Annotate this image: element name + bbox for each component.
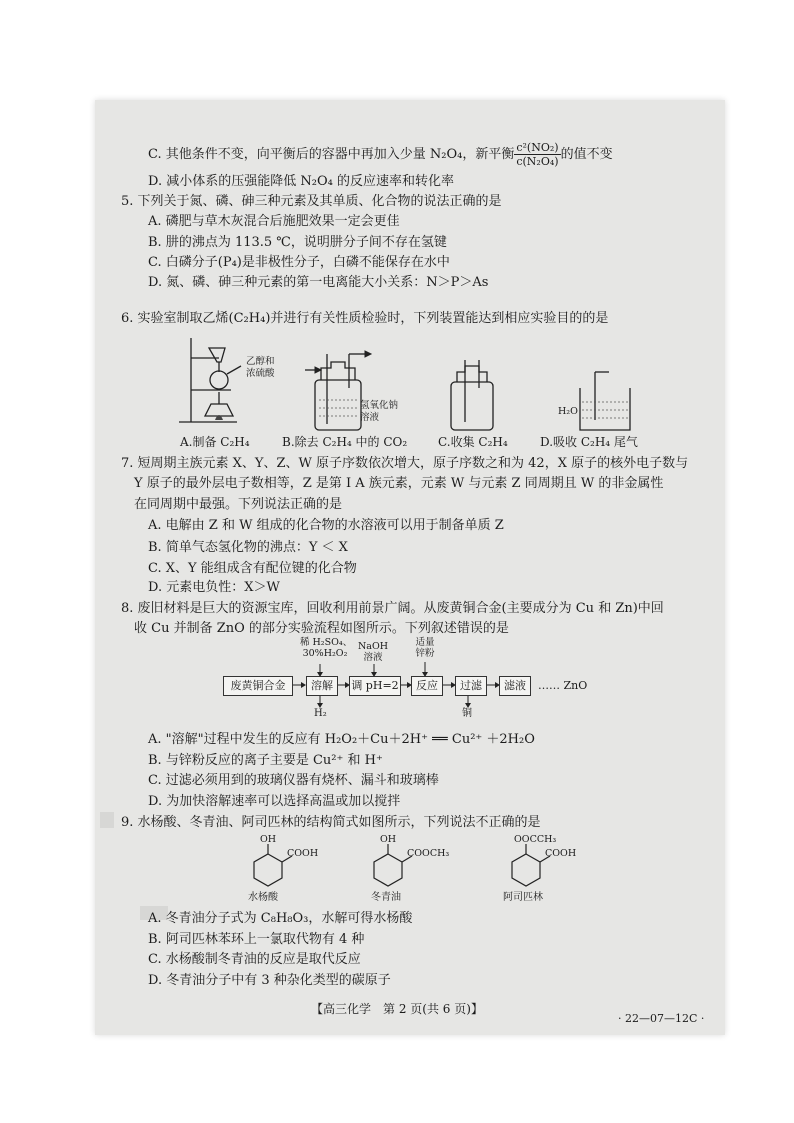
s1-cooh-label: COOH [287,848,319,859]
q8-stem-line1: 8. 废旧材料是巨大的资源宝库，回收利用前景广阔。从废黄铜合金(主要成分为 Cu 和 Zn)中回 [121,601,664,616]
q8-option-a: A. "溶解"过程中发生的反应有 H₂O₂＋Cu＋2H⁺ ══ Cu²⁺ ＋2H₂O [148,732,535,747]
s1-oh-label: OH [260,834,277,845]
reagent-acid: 稀 H₂SO₄、 [300,637,353,648]
q5-option-d: D. 氮、磷、砷三种元素的第一电离能大小关系：N＞P＞As [148,275,489,290]
s2-name: 冬青油 [371,892,401,903]
flow-box-filter: 过滤 [455,676,487,696]
s3-name: 阿司匹林 [503,892,543,903]
q9-option-a: A. 冬青油分子式为 C₈H₈O₃，水解可得水杨酸 [148,911,413,926]
q9-stem: 9. 水杨酸、冬青油、阿司匹林的结构简式如图所示，下列说法不正确的是 [121,815,541,830]
s1-name: 水杨酸 [248,892,278,903]
flow-box-filtrate: 滤液 [499,676,531,696]
q7-option-c: C. X、Y 能组成含有配位键的化合物 [148,561,357,576]
q8-option-b: B. 与锌粉反应的离子主要是 Cu²⁺ 和 H⁺ [148,753,383,768]
q8-option-c: C. 过滤必须用到的玻璃仪器有烧杯、漏斗和玻璃棒 [148,773,439,788]
q4-fraction: $\frac{\text{c²(NO₂)}}{\text{c(N₂O₄)}}$ [516,141,559,168]
s3-ooc-label: OOCCH₃ [514,834,557,845]
reagent-amount: 适量 [415,637,435,648]
flow-box-react: 反应 [411,676,443,696]
q8-option-d: D. 为加快溶解速率可以选择高温或加以搅拌 [148,794,401,809]
flow-box-waste-brass: 废黄铜合金 [223,676,293,696]
q6-caption-b: B.除去 C₂H₄ 中的 CO₂ [282,435,408,449]
q7-stem-line1: 7. 短周期主族元素 X、Y、Z、W 原子序数依次增大，原子序数之和为 42，X 原子的核外电子数与 [121,456,689,471]
label-naoh-solution: 溶液 [360,412,380,423]
reagent-naoh: NaOH [357,641,389,652]
q7-stem-line2: Y 原子的最外层电子数相等，Z 是第 Ⅰ A 族元素，元素 W 与元素 Z 同周期且 W 的非金属性 [134,476,664,491]
q5-option-b: B. 肼的沸点为 113.5 ℃，说明肼分子间不存在氢键 [148,235,447,250]
q7-option-d: D. 元素电负性：X＞W [148,580,280,595]
flow-box-adjust-ph: 调 pH=2 [349,676,401,696]
q9-option-c: C. 水杨酸制冬青油的反应是取代反应 [148,952,361,967]
q6-caption-d: D.吸收 C₂H₄ 尾气 [540,435,638,449]
q5-option-c: C. 白磷分子(P₄)是非极性分子，白磷不能保存在水中 [148,255,450,270]
s2-oh-label: OH [380,834,397,845]
q4-option-d: D. 减小体系的压强能降低 N₂O₄ 的反应速率和转化率 [148,174,454,189]
q4-option-c: C. 其他条件不变，向平衡后的容器中再加入少量 N₂O₄，新平衡 $\frac{\text{c²(NO₂)}}{\text{c(N₂O₄)}}$ 的值不变 [148,141,613,168]
reagent-naoh-solution: 溶液 [363,652,383,663]
q8-stem-line2: 收 Cu 并制备 ZnO 的部分实验流程如图所示。下列叙述错误的是 [134,621,509,636]
exam-code: · 22—07—12C · [618,1012,705,1025]
flow-box-dissolve: 溶解 [306,676,338,696]
q6-caption-a: A.制备 C₂H₄ [180,435,250,449]
label-acid: 浓硫酸 [246,368,275,379]
reagent-peroxide: 30%H₂O₂ [302,648,348,659]
flow-out-copper: 铜 [462,708,472,719]
q5-stem: 5. 下列关于氮、磷、砷三种元素及其单质、化合物的说法正确的是 [121,194,502,209]
flow-out-h2: H₂ [314,708,327,719]
label-water: H₂O [558,406,578,417]
q5-option-a: A. 磷肥与草木灰混合后施肥效果一定会更佳 [148,214,400,229]
scan-smudge [100,812,114,828]
q7-option-a: A. 电解由 Z 和 W 组成的化合物的水溶液可以用于制备单质 Z [148,518,504,533]
q6-apparatus-figure [175,330,665,448]
page-footer: 【高三化学 第 2 页(共 6 页)】 [311,1002,483,1016]
q9-option-b: B. 阿司匹林苯环上一氯取代物有 4 种 [148,932,365,947]
q9-structure-figure [240,832,620,896]
q6-stem: 6. 实验室制取乙烯(C₂H₄)并进行有关性质检验时，下列装置能达到相应实验目的的是 [121,311,609,326]
s2-cooch3-label: COOCH₃ [407,848,450,859]
q9-option-d: D. 冬青油分子中有 3 种杂化类型的碳原子 [148,973,391,988]
label-ethanol: 乙醇和 [246,356,275,367]
q6-caption-c: C.收集 C₂H₄ [438,435,508,449]
s3-cooh-label: COOH [545,848,577,859]
reagent-zinc: 锌粉 [415,648,435,659]
q7-option-b: B. 简单气态氢化物的沸点：Y ＜ X [148,540,348,555]
q7-stem-line3: 在同周期中最强。下列说法正确的是 [134,497,343,512]
label-naoh: 氢氧化钠 [360,400,399,411]
flow-end-zno: …… ZnO [538,679,588,692]
